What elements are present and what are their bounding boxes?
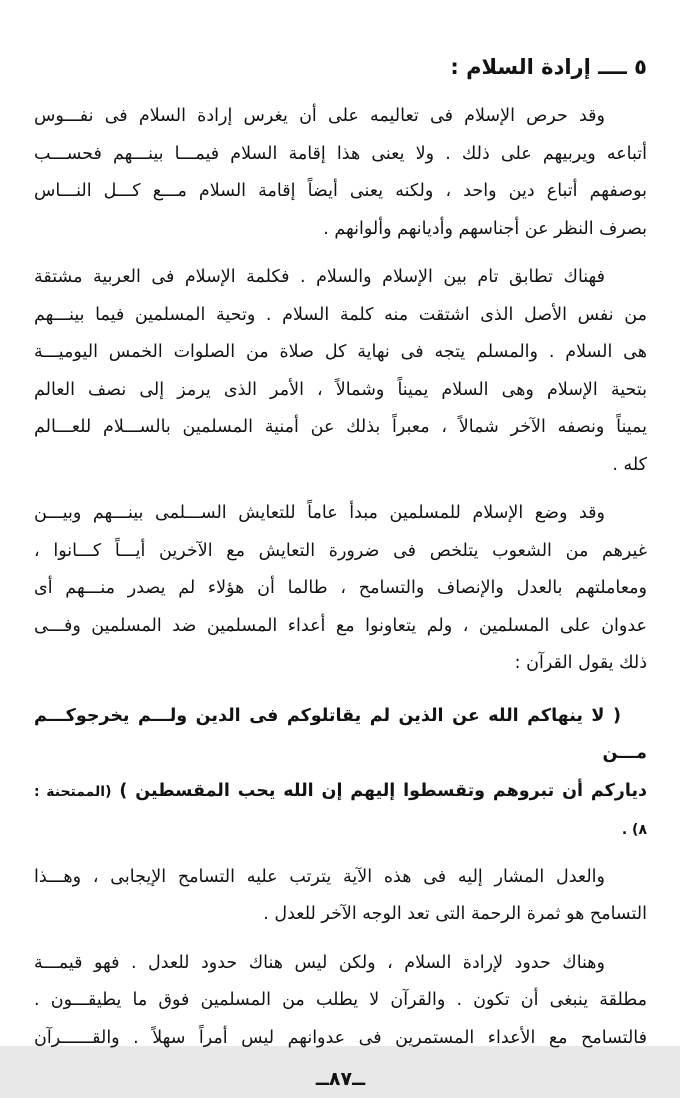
section-heading: ٥ ــــ إرادة السلام : [450, 55, 647, 79]
text-line: بتحية الإسلام وهى السلام يميناً وشمالاً ، الأمر الذى يرمز إلى نصف العالم [34, 379, 647, 400]
text-line: غيرهم من الشعوب يتلخص فى ضرورة التعايش مع الآخرين أيـــاً كـــانوا ، [34, 540, 647, 561]
text-line: ومعاملتهم بالعدل والإنصاف والتسامح ، طالما أن هؤلاء لم يصدر منـــهم أى [34, 578, 647, 598]
page-number: ــ٨٧ــ [315, 1068, 366, 1090]
verse-text: دياركم أن تبروهم وتقسطوا إليهم إن الله يحب المقسطين ) [119, 780, 647, 801]
text-line: وقد وضع الإسلام للمسلمين مبدأ عاماً للتعايش الســـلمى بينـــهم وبيـــن [34, 503, 605, 523]
paragraph-2 [34, 259, 647, 484]
text-line: من نفس الأصل الذى اشتقت منه كلمة السلام . وتحية المسلمين فيما بينـــهم [34, 304, 647, 325]
text-line: عدوان على المسلمين ، ولم يتعاونوا مع أعداء المسلمين ضد المسلمين وفـــى [34, 615, 647, 636]
text-line: يميناً ونصفه الآخر شمالاً ، معبراً بذلك عن أمنية المسلمين بالســـلام للعـــالم [34, 417, 647, 437]
text-line: والعدل المشار إليه فى هذه الآية يترتب عليه التسامح الإيجابى ، وهـــذا [34, 866, 605, 887]
paragraph-1 [34, 98, 647, 248]
text-line: ذلك يقول القرآن : [514, 653, 647, 673]
text-line: وقد حرص الإسلام فى تعاليمه على أن يغرس إرادة السلام فى نفـــوس [34, 106, 605, 126]
quran-verse [34, 698, 647, 850]
text-line: بوصفهم أتباع دين واحد ، ولكنه يعنى أيضاً إقامة السلام مـــع كـــل النـــاس [34, 181, 647, 201]
text-line: مطلقة ينبغى أن تكون . والقرآن لا يطلب من المسلمين فوق ما يطيقـــون . [34, 990, 647, 1010]
text-line: أتباعه ويربيهم على ذلك . ولا يعنى هذا إقامة السلام فيمـــا بينـــهم فحســـب [34, 143, 647, 164]
paragraph-5 [34, 945, 647, 1058]
verse-line: ( لا ينهاكم الله عن الذين لم يقاتلوكم فى الدين ولـــم يخرجوكـــم مـــن [34, 705, 647, 763]
paragraph-3 [34, 495, 647, 683]
text-line: وهناك حدود لإرادة السلام ، ولكن ليس هناك حدود للعدل . فهو قيمـــة [34, 952, 605, 973]
text-line: فالتسامح مع الأعداء المستمرين فى عدوانهم ليس أمراً سهلاً . والقــــــرآن [34, 1027, 647, 1048]
verse-line [34, 773, 647, 850]
text-line: بصرف النظر عن أجناسهم وأديانهم وألوانهم . [323, 218, 647, 239]
text-line: فهناك تطابق تام بين الإسلام والسلام . فكلمة الإسلام فى العربية مشتقة [34, 267, 605, 287]
paragraph-4 [34, 859, 647, 934]
verse-citation: (الممتحنة : ٨) . [34, 783, 647, 838]
text-line: هى السلام . والمسلم يتجه فى نهاية كل صلاة من الصلوات الخمس اليوميـــة [34, 342, 647, 362]
text-line: كله . [612, 454, 647, 475]
text-line: التسامح هو ثمرة الرحمة التى تعد الوجه الآخر للعدل . [263, 904, 647, 924]
